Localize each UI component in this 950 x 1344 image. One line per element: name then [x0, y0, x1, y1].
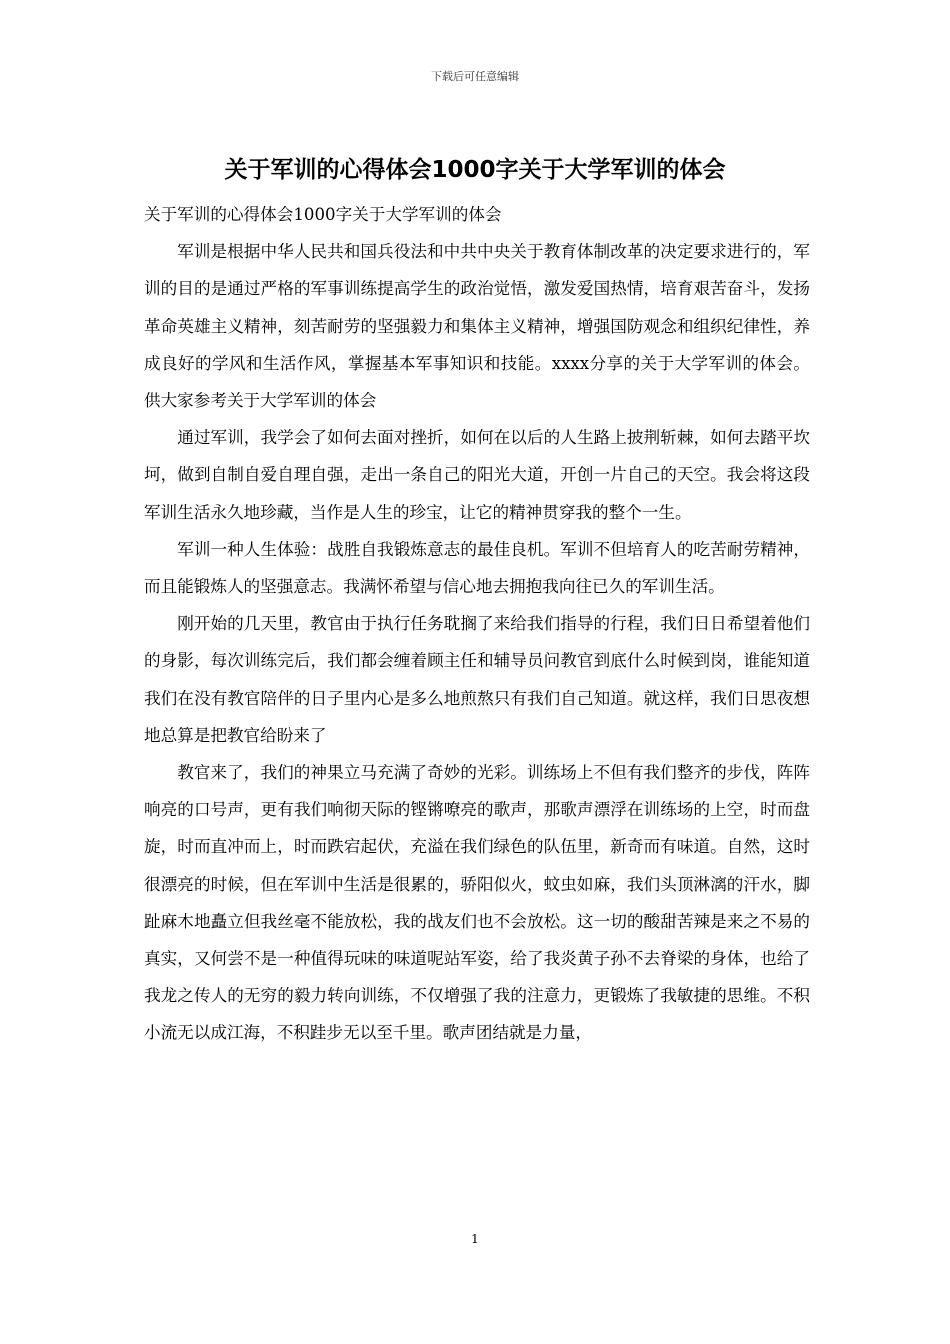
page-number: 1	[471, 1232, 479, 1246]
document-body	[144, 196, 810, 1052]
paragraph-4: 刚开始的几天里，教官由于执行任务耽搁了来给我们指导的行程，我们日日希望着他们的身影，每次训练完后，我们都会缠着顾主任和辅导员问教官到底什么时候到岗，谁能知道我们在没有教官陪伴的日子里内心是多么地煎熬只有我们自己知道。就这样，我们日思夜想地总算是把教官给盼来了	[144, 614, 810, 745]
paragraph-5: 教官来了，我们的神果立马充满了奇妙的光彩。训练场上不但有我们整齐的步伐，阵阵响亮的口号声，更有我们响彻天际的铿锵嘹亮的歌声，那歌声漂浮在训练场的上空，时而盘旋，时而直冲而上，时而跌宕起伏，充溢在我们绿色的队伍里，新奇而有味道。自然，这时很漂亮的时候，但在军训中生活是很累的，骄阳似火，蚊虫如麻，我们头顶淋漓的汗水，脚趾麻木地矗立但我丝毫不能放松，我的战友们也不会放松。这一切的酸甜苦辣是来之不易的真实，又何尝不是一种值得玩味的味道呢站军姿，给了我炎黄子孙不去脊梁的身体，也给了我龙之传人的无穷的毅力转向训练，不仅增强了我的注意力，更锻炼了我敏捷的思维。不积小流无以成江海，不积跬步无以至千里。歌声团结就是力量，	[144, 763, 810, 1043]
page-header-note: 下载后可任意编辑	[431, 70, 519, 83]
paragraph-1: 军训是根据中华人民共和国兵役法和中共中央关于教育体制改革的决定要求进行的，军训的目的是通过严格的军事训练提高学生的政治觉悟，激发爱国热情，培育艰苦奋斗，发扬革命英雄主义精神，刻苦耐劳的坚强毅力和集体主义精神，增强国防观念和组织纪律性，养成良好的学风和生活作风，掌握基本军事知识和技能。xxxx分享的关于大学军训的体会。供大家参考关于大学军训的体会	[144, 242, 810, 411]
paragraph-2: 通过军训，我学会了如何去面对挫折，如何在以后的人生路上披荆斩棘，如何去踏平坎坷，做到自制自爱自理自强，走出一条自己的阳光大道，开创一片自己的天空。我会将这段军训生活永久地珍藏，当作是人生的珍宝，让它的精神贯穿我的整个一生。	[144, 428, 810, 522]
document-title: 关于军训的心得体会1000字关于大学军训的体会	[224, 157, 726, 183]
paragraph-3: 军训一种人生体验：战胜自我锻炼意志的最佳良机。军训不但培育人的吃苦耐劳精神，而且能锻炼人的坚强意志。我满怀希望与信心地去拥抱我向往已久的军训生活。	[144, 539, 810, 597]
document-subtitle: 关于军训的心得体会1000字关于大学军训的体会	[144, 205, 502, 224]
